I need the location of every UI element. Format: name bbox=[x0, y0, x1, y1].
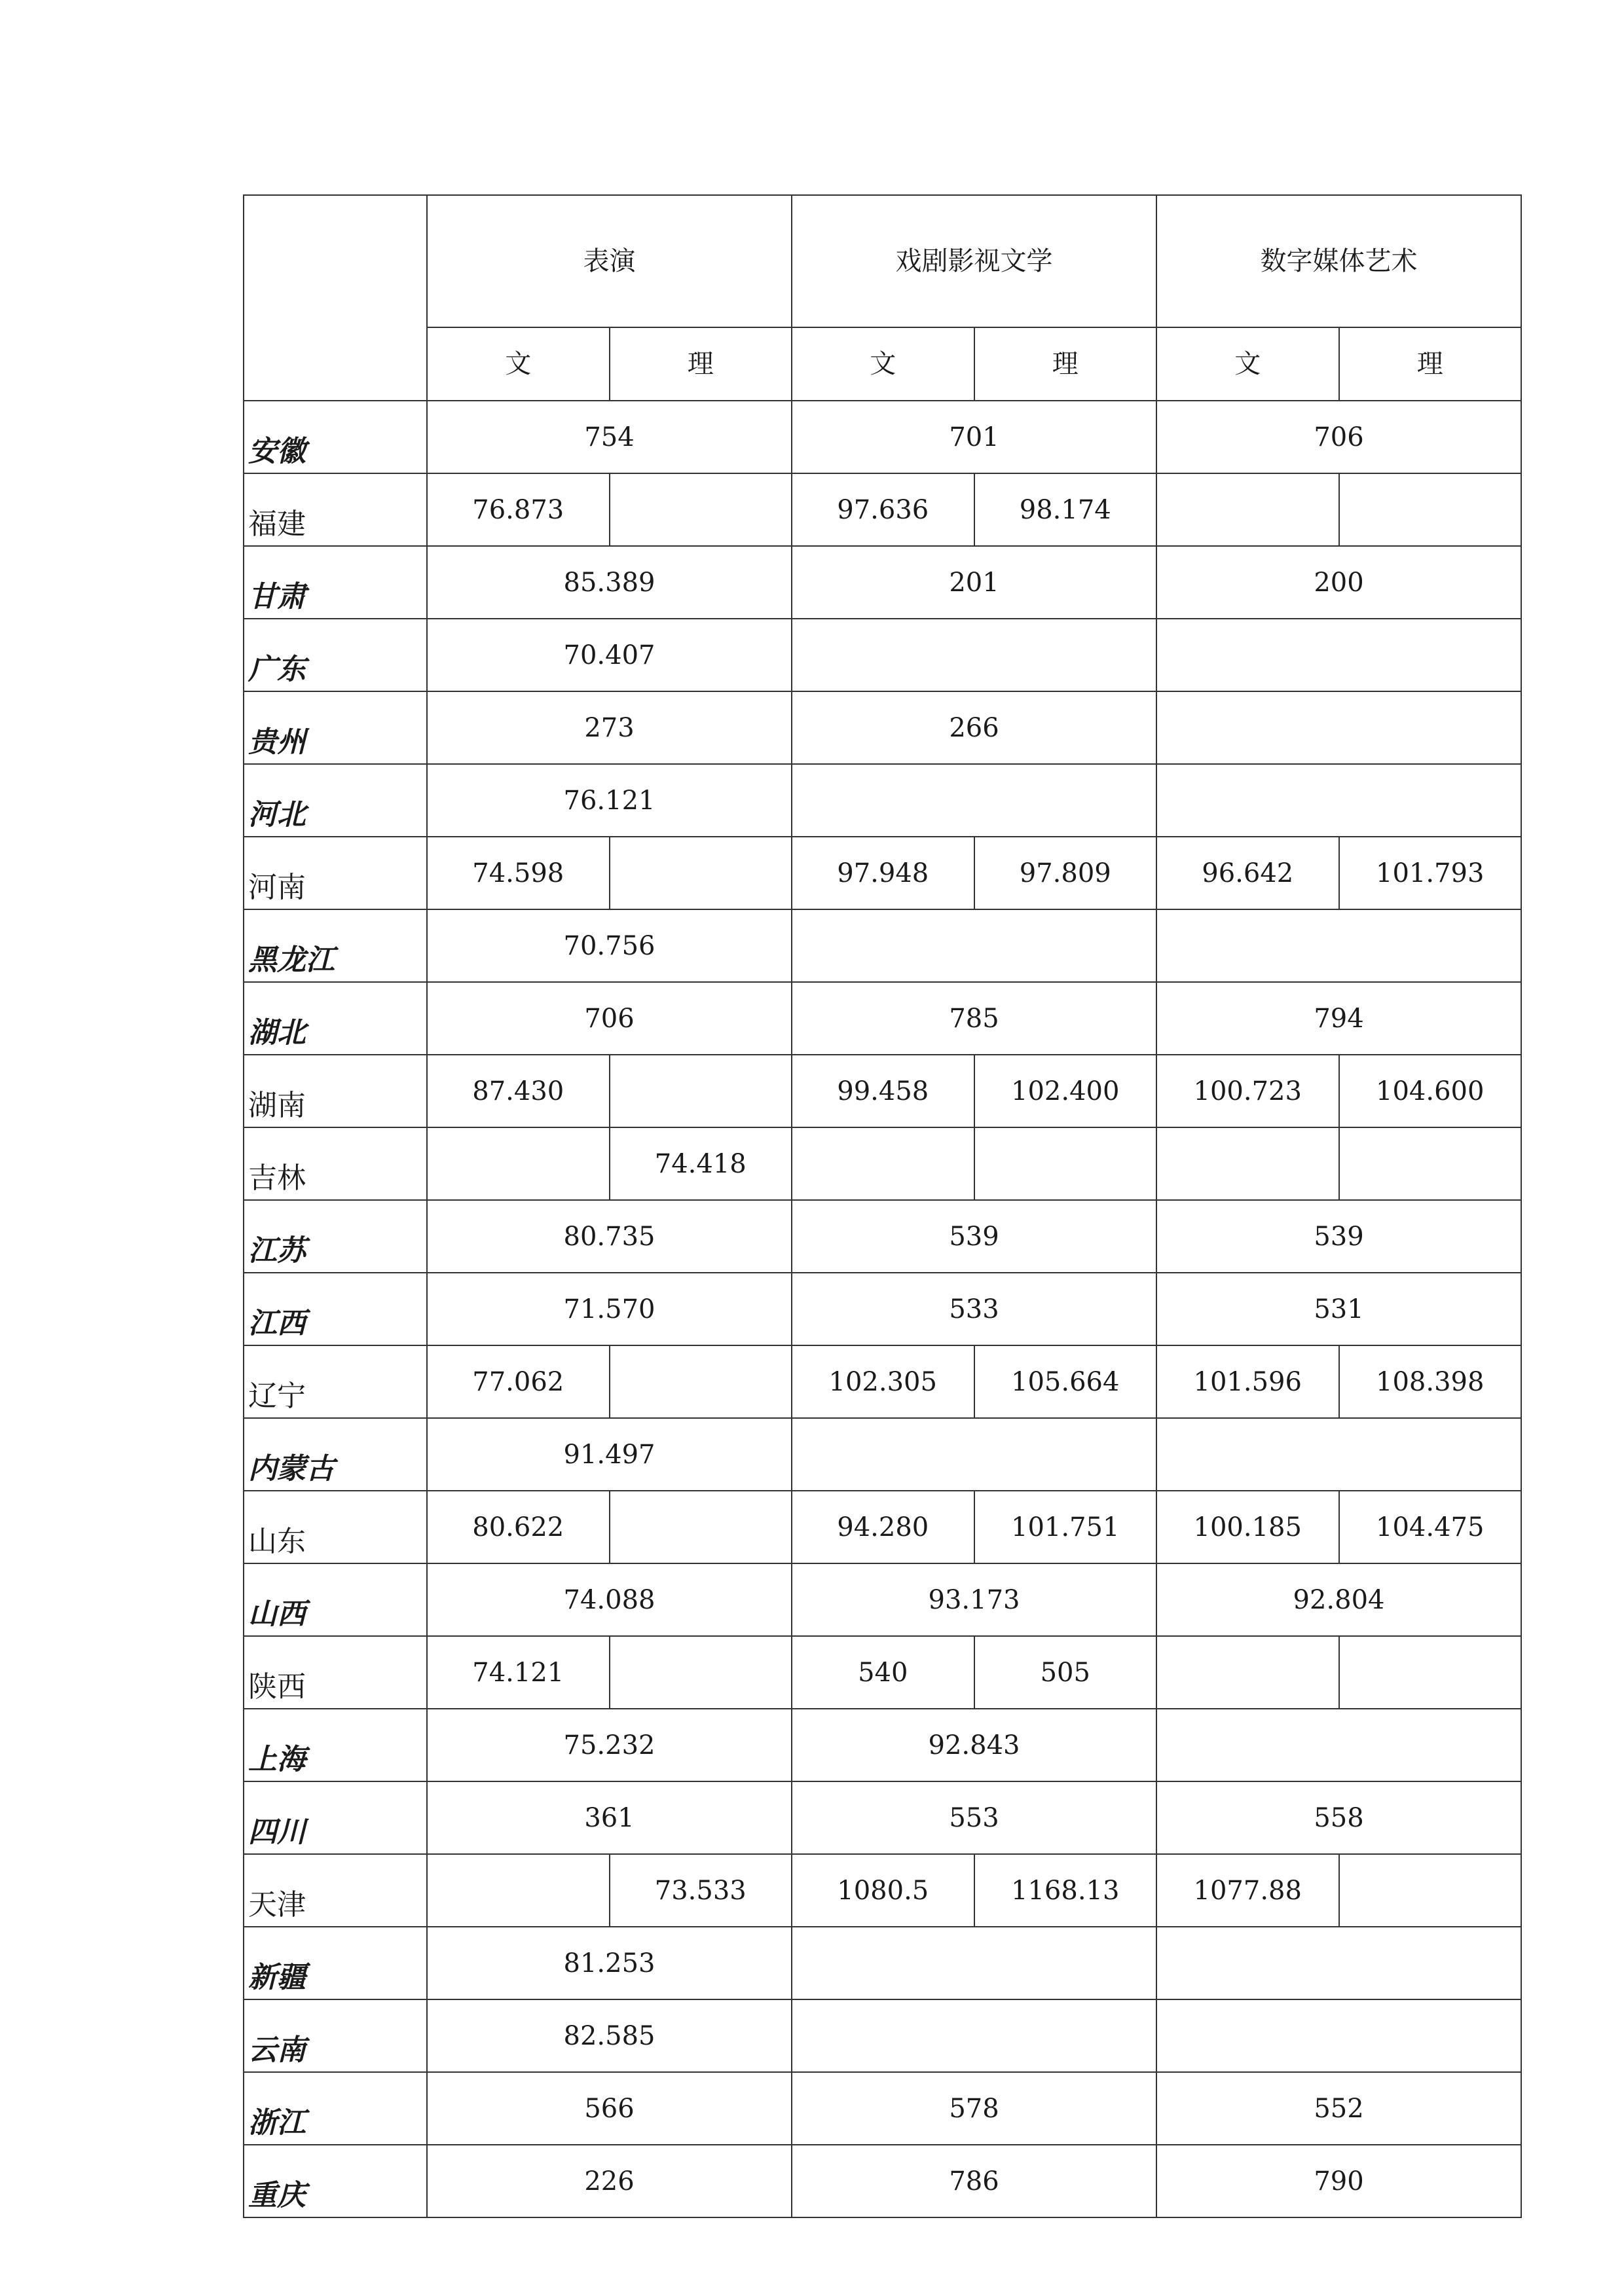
score-cell: 706 bbox=[427, 982, 792, 1055]
score-cell: 102.305 bbox=[792, 1345, 974, 1418]
score-cell: 226 bbox=[427, 2145, 792, 2217]
score-cell: 81.253 bbox=[427, 1927, 792, 1999]
score-cell: 73.533 bbox=[610, 1854, 792, 1927]
province-cell: 黑龙江 bbox=[244, 909, 427, 982]
score-cell: 82.585 bbox=[427, 1999, 792, 2072]
province-cell: 山东 bbox=[244, 1491, 427, 1563]
score-cell: 754 bbox=[427, 401, 792, 473]
score-cell bbox=[1156, 1127, 1339, 1200]
score-cell: 99.458 bbox=[792, 1055, 974, 1127]
score-cell: 104.475 bbox=[1339, 1491, 1522, 1563]
table-row bbox=[244, 837, 1521, 909]
score-cell: 97.809 bbox=[974, 837, 1157, 909]
header-major-drama-film-literature: 戏剧影视文学 bbox=[792, 195, 1156, 327]
province-cell: 重庆 bbox=[244, 2145, 427, 2217]
score-cell: 531 bbox=[1156, 1273, 1521, 1345]
province-cell: 河北 bbox=[244, 764, 427, 837]
score-cell: 74.598 bbox=[427, 837, 610, 909]
province-cell: 天津 bbox=[244, 1854, 427, 1927]
province-cell: 甘肃 bbox=[244, 546, 427, 619]
score-cell: 701 bbox=[792, 401, 1156, 473]
score-cell: 100.185 bbox=[1156, 1491, 1339, 1563]
table-row bbox=[244, 1055, 1521, 1127]
score-cell: 578 bbox=[792, 2072, 1156, 2145]
score-cell: 785 bbox=[792, 982, 1156, 1055]
province-cell: 山西 bbox=[244, 1563, 427, 1636]
score-cell: 97.636 bbox=[792, 473, 974, 546]
table-row bbox=[244, 2145, 1521, 2217]
score-cell bbox=[1339, 1127, 1522, 1200]
province-cell: 辽宁 bbox=[244, 1345, 427, 1418]
score-cell: 558 bbox=[1156, 1781, 1521, 1854]
score-cell: 91.497 bbox=[427, 1418, 792, 1491]
score-cell: 104.600 bbox=[1339, 1055, 1522, 1127]
header-row-subjects bbox=[244, 327, 1521, 401]
table-body bbox=[244, 195, 1521, 2217]
score-cell: 80.735 bbox=[427, 1200, 792, 1273]
table-row bbox=[244, 691, 1521, 764]
score-cell: 552 bbox=[1156, 2072, 1521, 2145]
score-cell: 794 bbox=[1156, 982, 1521, 1055]
score-cell: 1080.5 bbox=[792, 1854, 974, 1927]
score-cell: 786 bbox=[792, 2145, 1156, 2217]
score-cell bbox=[427, 1854, 610, 1927]
score-cell: 97.948 bbox=[792, 837, 974, 909]
score-cell: 1168.13 bbox=[974, 1854, 1157, 1927]
score-cell: 108.398 bbox=[1339, 1345, 1522, 1418]
header-sub-science: 理 bbox=[1339, 327, 1522, 401]
table-row bbox=[244, 473, 1521, 546]
table-row bbox=[244, 1636, 1521, 1709]
table-row bbox=[244, 1999, 1521, 2072]
score-cell bbox=[610, 1636, 792, 1709]
score-cell: 85.389 bbox=[427, 546, 792, 619]
score-cell: 540 bbox=[792, 1636, 974, 1709]
province-cell: 陕西 bbox=[244, 1636, 427, 1709]
score-cell bbox=[792, 909, 1156, 982]
score-cell: 566 bbox=[427, 2072, 792, 2145]
score-cell: 74.121 bbox=[427, 1636, 610, 1709]
table-row bbox=[244, 401, 1521, 473]
score-cell: 80.622 bbox=[427, 1491, 610, 1563]
header-row-majors bbox=[244, 195, 1521, 327]
score-cell: 105.664 bbox=[974, 1345, 1157, 1418]
score-cell bbox=[1156, 619, 1521, 691]
province-cell: 河南 bbox=[244, 837, 427, 909]
score-cell: 70.407 bbox=[427, 619, 792, 691]
score-cell: 102.400 bbox=[974, 1055, 1157, 1127]
score-cell: 70.756 bbox=[427, 909, 792, 982]
score-table bbox=[243, 194, 1522, 2218]
score-cell: 74.418 bbox=[610, 1127, 792, 1200]
score-cell: 74.088 bbox=[427, 1563, 792, 1636]
score-cell bbox=[792, 1999, 1156, 2072]
table-row bbox=[244, 1491, 1521, 1563]
score-cell bbox=[610, 1055, 792, 1127]
score-cell: 71.570 bbox=[427, 1273, 792, 1345]
score-cell: 101.751 bbox=[974, 1491, 1157, 1563]
corner-cell bbox=[244, 195, 427, 401]
score-cell bbox=[974, 1127, 1157, 1200]
score-cell: 273 bbox=[427, 691, 792, 764]
score-cell: 505 bbox=[974, 1636, 1157, 1709]
header-sub-arts: 文 bbox=[427, 327, 610, 401]
score-cell: 1077.88 bbox=[1156, 1854, 1339, 1927]
province-cell: 云南 bbox=[244, 1999, 427, 2072]
score-cell: 539 bbox=[792, 1200, 1156, 1273]
score-cell: 93.173 bbox=[792, 1563, 1156, 1636]
province-cell: 湖南 bbox=[244, 1055, 427, 1127]
table-row bbox=[244, 546, 1521, 619]
table-row bbox=[244, 1200, 1521, 1273]
table-row bbox=[244, 619, 1521, 691]
score-cell: 77.062 bbox=[427, 1345, 610, 1418]
score-cell: 96.642 bbox=[1156, 837, 1339, 909]
province-cell: 新疆 bbox=[244, 1927, 427, 1999]
score-cell: 200 bbox=[1156, 546, 1521, 619]
score-cell bbox=[610, 1491, 792, 1563]
score-cell bbox=[1156, 1418, 1521, 1491]
score-cell bbox=[1156, 473, 1339, 546]
header-sub-science: 理 bbox=[610, 327, 792, 401]
score-cell bbox=[610, 837, 792, 909]
table-row bbox=[244, 1345, 1521, 1418]
score-cell: 101.596 bbox=[1156, 1345, 1339, 1418]
score-cell bbox=[1156, 1927, 1521, 1999]
province-cell: 上海 bbox=[244, 1709, 427, 1781]
table-row bbox=[244, 909, 1521, 982]
score-cell: 100.723 bbox=[1156, 1055, 1339, 1127]
score-cell: 75.232 bbox=[427, 1709, 792, 1781]
score-cell: 101.793 bbox=[1339, 837, 1522, 909]
score-cell bbox=[1156, 691, 1521, 764]
province-cell: 吉林 bbox=[244, 1127, 427, 1200]
score-cell: 87.430 bbox=[427, 1055, 610, 1127]
province-cell: 广东 bbox=[244, 619, 427, 691]
table-row bbox=[244, 1273, 1521, 1345]
province-cell: 四川 bbox=[244, 1781, 427, 1854]
table-row bbox=[244, 982, 1521, 1055]
score-cell: 94.280 bbox=[792, 1491, 974, 1563]
score-cell: 539 bbox=[1156, 1200, 1521, 1273]
province-cell: 安徽 bbox=[244, 401, 427, 473]
province-cell: 贵州 bbox=[244, 691, 427, 764]
score-cell bbox=[1156, 1709, 1521, 1781]
score-cell: 76.121 bbox=[427, 764, 792, 837]
score-cell bbox=[610, 1345, 792, 1418]
table-row bbox=[244, 1127, 1521, 1200]
province-cell: 江苏 bbox=[244, 1200, 427, 1273]
table-row bbox=[244, 1418, 1521, 1491]
score-cell: 98.174 bbox=[974, 473, 1157, 546]
header-sub-arts: 文 bbox=[792, 327, 974, 401]
score-cell bbox=[792, 1418, 1156, 1491]
header-sub-science: 理 bbox=[974, 327, 1157, 401]
score-cell: 553 bbox=[792, 1781, 1156, 1854]
province-cell: 内蒙古 bbox=[244, 1418, 427, 1491]
score-cell bbox=[610, 473, 792, 546]
score-cell: 92.843 bbox=[792, 1709, 1156, 1781]
score-cell: 201 bbox=[792, 546, 1156, 619]
score-cell: 790 bbox=[1156, 2145, 1521, 2217]
province-cell: 江西 bbox=[244, 1273, 427, 1345]
score-cell bbox=[792, 764, 1156, 837]
score-cell bbox=[792, 1927, 1156, 1999]
score-cell: 706 bbox=[1156, 401, 1521, 473]
score-cell: 533 bbox=[792, 1273, 1156, 1345]
province-cell: 福建 bbox=[244, 473, 427, 546]
score-cell bbox=[1339, 473, 1522, 546]
table-row bbox=[244, 2072, 1521, 2145]
header-sub-arts: 文 bbox=[1156, 327, 1339, 401]
score-cell bbox=[1339, 1636, 1522, 1709]
header-major-digital-media-art: 数字媒体艺术 bbox=[1156, 195, 1521, 327]
province-cell: 湖北 bbox=[244, 982, 427, 1055]
score-cell bbox=[1156, 764, 1521, 837]
score-cell bbox=[427, 1127, 610, 1200]
table-row bbox=[244, 1709, 1521, 1781]
score-cell bbox=[1339, 1854, 1522, 1927]
score-cell bbox=[1156, 1636, 1339, 1709]
score-cell bbox=[792, 619, 1156, 691]
table-row bbox=[244, 1854, 1521, 1927]
score-cell: 92.804 bbox=[1156, 1563, 1521, 1636]
score-cell: 76.873 bbox=[427, 473, 610, 546]
score-cell: 266 bbox=[792, 691, 1156, 764]
header-major-performance: 表演 bbox=[427, 195, 792, 327]
score-cell bbox=[792, 1127, 974, 1200]
score-cell: 361 bbox=[427, 1781, 792, 1854]
province-cell: 浙江 bbox=[244, 2072, 427, 2145]
table-row bbox=[244, 1781, 1521, 1854]
table-row bbox=[244, 1563, 1521, 1636]
score-cell bbox=[1156, 1999, 1521, 2072]
score-cell bbox=[1156, 909, 1521, 982]
table-row bbox=[244, 764, 1521, 837]
table-row bbox=[244, 1927, 1521, 1999]
